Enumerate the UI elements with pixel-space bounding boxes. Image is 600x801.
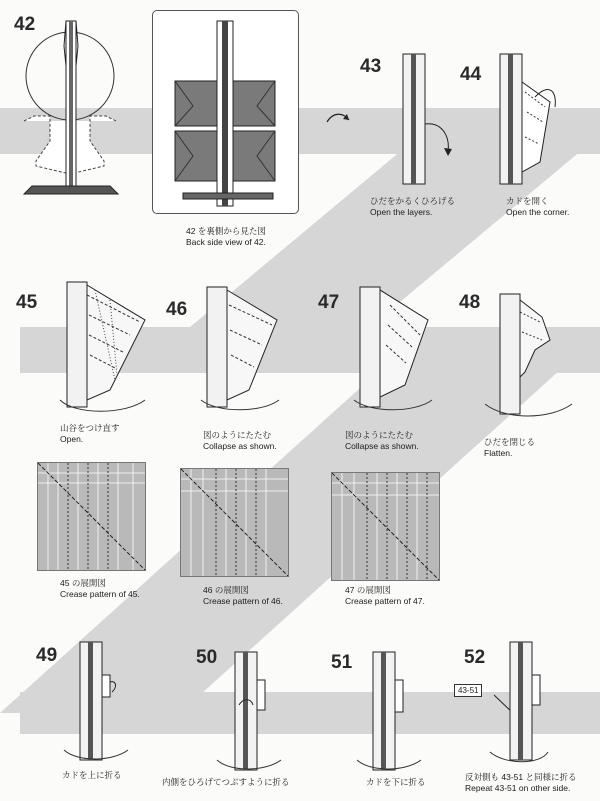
step-number-42: 42 [14,14,36,35]
step-reference-box: 43-51 [454,684,482,697]
flip-arrow-icon [325,110,355,130]
caption-step-51 [366,777,426,788]
caption-step-44-en: Open the corner. [506,207,570,217]
back-view-caption [186,226,266,248]
step-number-52: 52 [464,647,486,668]
step-number-43: 43 [360,56,382,77]
diagram-step-44 [495,52,575,192]
crease-pattern-46-caption-jp: 46 の展開図 [203,585,249,595]
diagram-step-45 [55,280,155,415]
diagram-step-51 [355,650,425,775]
diagram-step-50 [215,650,285,775]
diagram-step-48 [480,292,580,422]
caption-step-46-jp: 図のようにたたむ [203,430,272,440]
step-number-48: 48 [459,292,481,313]
caption-step-52 [465,772,576,794]
diagram-step-49 [62,640,132,765]
caption-step-45-en: Open. [60,434,84,444]
caption-step-50 [162,777,290,788]
diagram-step-52 [470,640,550,770]
caption-step-47 [345,430,419,452]
caption-step-47-jp: 図のようにたたむ [345,430,414,440]
crease-pattern-47-caption-en: Crease pattern of 47. [345,596,425,606]
caption-step-46 [203,430,277,452]
crease-pattern-45 [37,462,146,571]
back-view-caption-jp: 42 を裏側から見た図 [186,226,266,236]
crease-pattern-45-lines [38,463,145,570]
caption-step-46-en: Collapse as shown. [203,441,277,451]
caption-step-52-en: Repeat 43-51 on other side. [465,783,571,793]
caption-step-45 [60,423,120,445]
step-number-45: 45 [16,292,38,313]
crease-pattern-47-caption-jp: 47 の展開図 [345,585,391,595]
step-number-51: 51 [331,652,353,673]
caption-step-43 [370,196,455,218]
caption-step-44 [506,196,569,218]
step-number-46: 46 [166,299,188,320]
step-number-49: 49 [36,645,58,666]
caption-step-48-jp: ひだを閉じる [484,437,536,447]
crease-pattern-47-lines [332,473,439,580]
diagram-step-42 [22,16,142,196]
crease-pattern-47-caption [345,585,425,607]
step-number-47: 47 [318,292,340,313]
caption-step-47-en: Collapse as shown. [345,441,419,451]
diagram-step-46 [197,285,287,415]
crease-pattern-46 [180,468,289,577]
crease-pattern-47 [331,472,440,581]
crease-pattern-45-caption-en: Crease pattern of 45. [60,589,140,599]
back-view-caption-en: Back side view of 42. [186,237,266,247]
caption-step-43-en: Open the layers. [370,207,433,217]
step-number-44: 44 [460,64,482,85]
caption-step-49 [62,770,122,781]
crease-pattern-45-caption [60,578,140,600]
diagram-step-47 [350,285,440,415]
caption-step-48-en: Flatten. [484,448,513,458]
caption-step-49-jp: カドを上に折る [62,770,122,780]
crease-pattern-46-lines [181,469,288,576]
back-view-panel [152,10,299,214]
step-number-50: 50 [196,647,218,668]
caption-step-45-jp: 山谷をつけ直す [60,423,120,433]
caption-step-48 [484,437,535,459]
diagram-step-43 [398,52,458,192]
caption-step-51-jp: カドを下に折る [366,777,426,787]
caption-step-50-jp: 内側をひろげてつぶすように折る [162,777,290,787]
crease-pattern-45-caption-jp: 45 の展開図 [60,578,106,588]
caption-step-43-jp: ひだをかるくひろげる [370,196,456,206]
caption-step-44-jp: カドを開く [506,196,549,206]
caption-step-52-jp: 反対側も 43-51 と同様に折る [465,772,577,782]
diagram-back-view [153,11,298,213]
crease-pattern-46-caption [203,585,283,607]
crease-pattern-46-caption-en: Crease pattern of 46. [203,596,283,606]
